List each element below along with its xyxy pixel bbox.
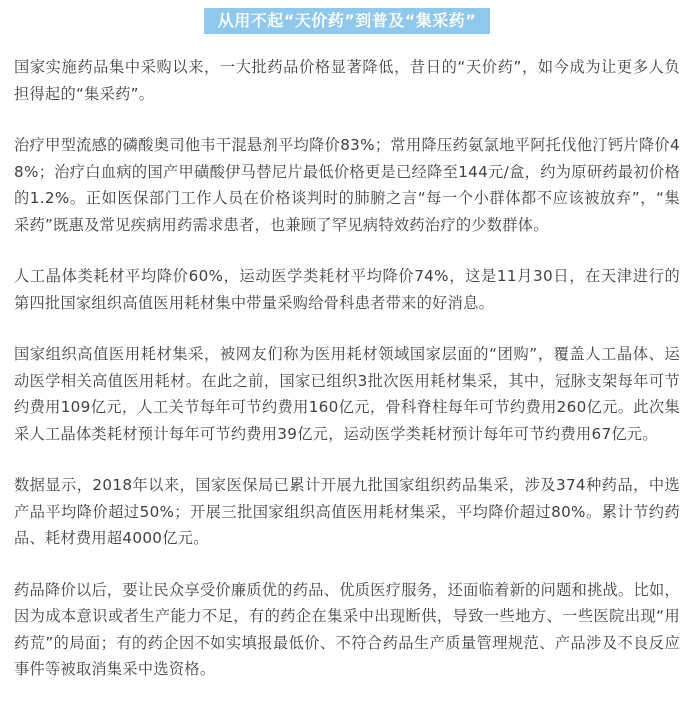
paragraph-4: 国家组织高值医用耗材集采，被网友们称为医用耗材领域国家层面的“团购”，覆盖人工晶体、运动医学相关高值医用耗材。在此之前，国家已组织3批次医用耗材集采，其中，冠脉支架每年可节约费用109亿元，人工关节每年可节约费用160亿元，骨科脊柱每年可节约费用260亿元。此次集采人工晶体类耗材预计每年可节约费用39亿元，运动医学类耗材预计每年可节约费用67亿元。 xyxy=(14,345,680,443)
paragraph-1: 国家实施药品集中采购以来，一大批药品价格显著降低，昔日的“天价药”，如今成为让更多人负担得起的“集采药”。 xyxy=(14,58,680,103)
paragraph-3: 人工晶体类耗材平均降价60%，运动医学类耗材平均降价74%，这是11月30日，在天津进行的第四批国家组织高值医用耗材集中带量采购给骨科患者带来的好消息。 xyxy=(14,267,680,312)
paragraph-2: 治疗甲型流感的磷酸奥司他韦干混悬剂平均降价83%；常用降压药氨氯地平阿托伐他汀钙片降价48%；治疗白血病的国产甲磺酸伊马替尼片最低价格更是已经降至144元/盒，约为原研药最初价格的1.2%。正如医保部门工作人员在价格谈判时的肺腑之言“每一个小群体都不应该被放弃”，“集采药”既惠及常见疾病用药需求患者，也兼顾了罕见病特效药治疗的少数群体。 xyxy=(14,136,680,234)
headline-banner xyxy=(14,8,680,38)
paragraph-5: 数据显示，2018年以来，国家医保局已累计开展九批国家组织药品集采，涉及374种药品，中选产品平均降价超过50%；开展三批国家组织高值医用耗材集采，平均降价超过80%。累计节约药品、耗材费用超4000亿元。 xyxy=(14,476,680,547)
paragraph-6: 药品降价以后，要让民众享受价廉质优的药品、优质医疗服务，还面临着新的问题和挑战。比如，因为成本意识或者生产能力不足，有的药企在集采中出现断供，导致一些地方、一些医院出现“用药荒”的局面；有的药企因不如实填报最低价、不符合药品生产质量管理规范、产品涉及不良反应事件等被取消集采中选资格。 xyxy=(14,580,680,678)
headline: 从用不起“天价药”到普及“集采药” xyxy=(204,8,491,34)
